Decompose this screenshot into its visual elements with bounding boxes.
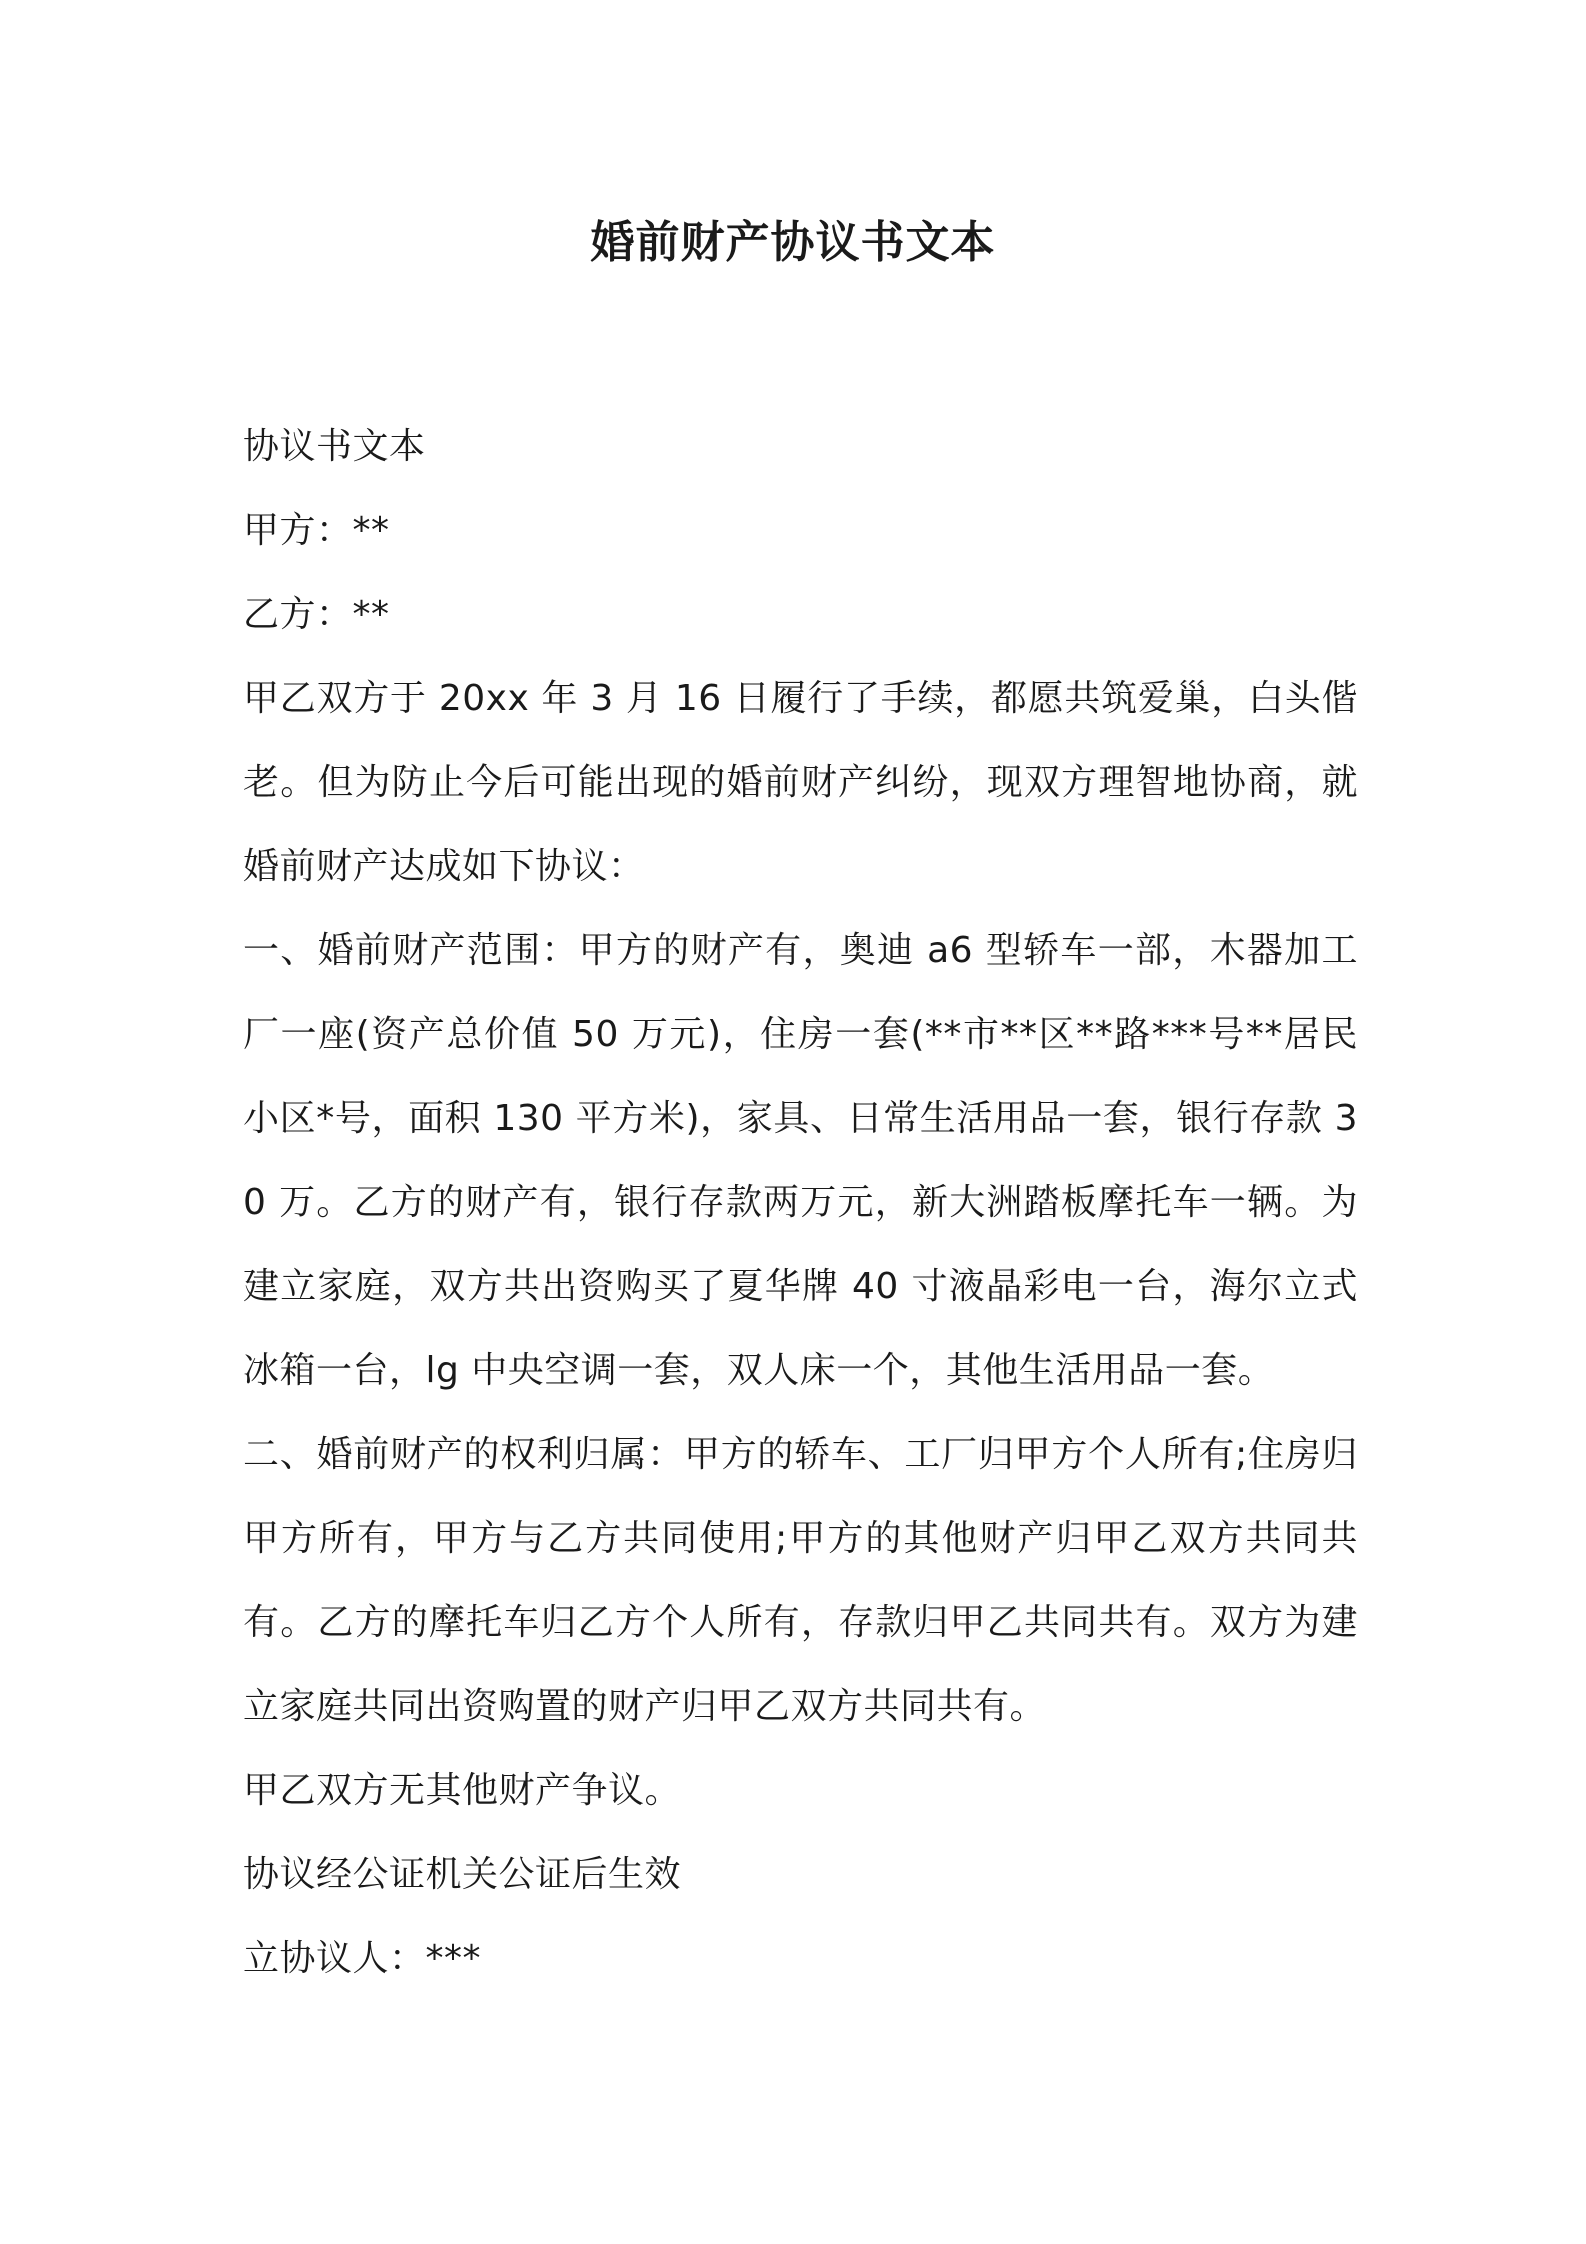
document-title: 婚前财产协议书文本	[590, 217, 996, 268]
party-b-line: 乙方：**	[243, 594, 390, 635]
clause-two-paragraph: 二、婚前财产的权利归属：甲方的轿车、工厂归甲方个人所有;住房归甲方所有，甲方与乙方共同使用;甲方的其他财产归甲乙双方共同共有。乙方的摩托车归乙方个人所有，存款归甲乙共同共有。双方为建立家庭共同出资购置的财产归甲乙双方共同共有。	[243, 1434, 1358, 1727]
party-a-line: 甲方：**	[243, 510, 390, 551]
document-body	[243, 405, 1358, 2001]
no-dispute-line: 甲乙双方无其他财产争议。	[243, 1770, 682, 1811]
clause-one-paragraph: 一、婚前财产范围：甲方的财产有，奥迪 a6 型轿车一部，木器加工厂一座(资产总价值 50 万元)，住房一套(**市**区**路***号**居民小区*号，面积 130 平方米)，家具、日常生活用品一套，银行存款 30 万。乙方的财产有，银行存款两万元，新大洲踏板摩托车一辆。为建立家庭，双方共出资购买了夏华牌 40 寸液晶彩电一台，海尔立式冰箱一台，lg 中央空调一套，双人床一个，其他生活用品一套。	[243, 930, 1358, 1391]
effective-line: 协议经公证机关公证后生效	[243, 1854, 682, 1895]
section-heading: 协议书文本	[243, 426, 426, 467]
signatory-line: 立协议人：***	[243, 1938, 482, 1979]
preamble-paragraph: 甲乙双方于 20xx 年 3 月 16 日履行了手续，都愿共筑爱巢，白头偕老。但为防止今后可能出现的婚前财产纠纷，现双方理智地协商，就婚前财产达成如下协议：	[243, 678, 1358, 887]
